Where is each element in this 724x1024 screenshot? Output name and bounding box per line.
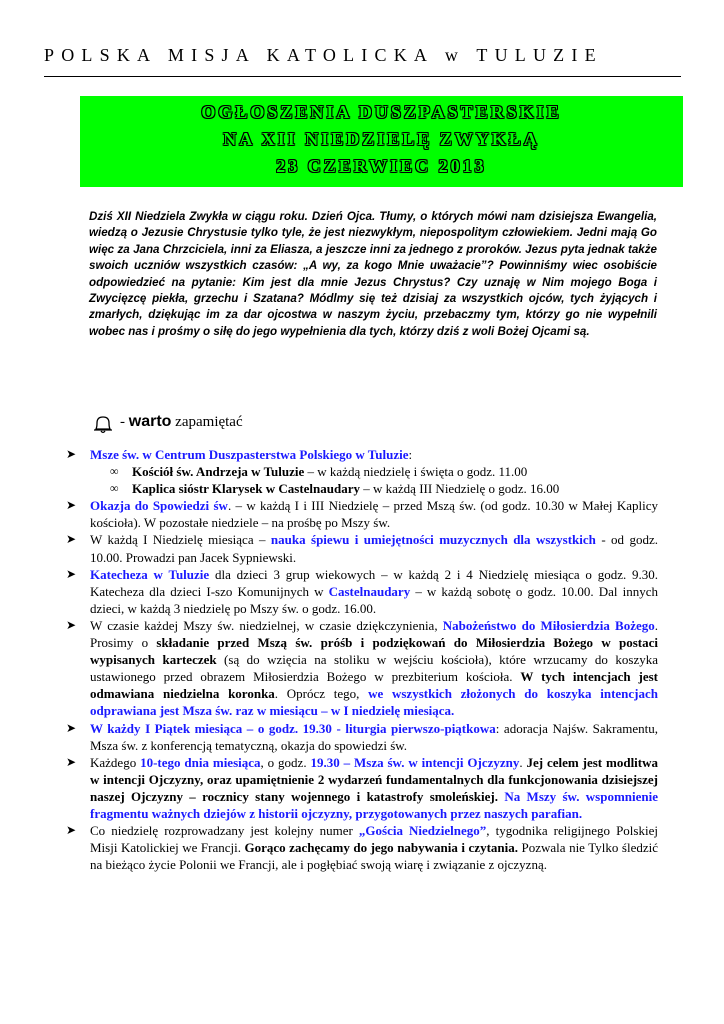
- header-divider: [44, 76, 681, 77]
- homeland-dot: .: [519, 754, 527, 770]
- mercy-heading: Nabożeństwo do Miłosierdzia Bożego: [442, 617, 655, 633]
- list-item-mercy: [66, 617, 658, 720]
- list-item-magazine: [66, 822, 658, 873]
- remember-heading: [120, 413, 243, 431]
- mercy-rosary: W tych intencjach jest odmawiana niedzielna koronka: [90, 669, 659, 702]
- toulouse-schedule: – w każdą niedzielę i święta o godz. 11.00: [304, 464, 528, 480]
- intro-paragraph: Dziś XII Niedziela Zwykła w ciągu roku. Dzień Ojca. Tłumy, o których mówi nam dzisiejsza Ewangelia, wiedzą o Jezusie Chrystusie tylko tyle, że jest niezwykłym, niepospolitym człowiekiem. Jedni mają Go więc za Jana Chrzciciela, inni za Eliasza, a jeszcze inni za jednego z proroków. Jezus pyta jednak także swoich uczniów wszystkich czasów: „A wy, za kogo Mnie uważacie”? Powinniśmy wiec osobiście odpowiedzieć na pytanie: Kim jest dla mnie Jezus Chrystus? Czy uznaję w Nim mojego Boga i Zwycięzcę piekła, grzechu i Szatana? Módlmy się też dzisiaj za wszystkich ojców, tych żyjących i zmarłych, dziękując im za dar ojcostwa w naszym życiu, przebaczmy tym, którzy go nie wypełnili wobec nas i prośmy o siłę do jego wypełnienia dla tych, którzy dziś z woli Bożej Ojcami są.: [89, 210, 657, 338]
- masses-colon: :: [408, 447, 413, 462]
- remember-rest: zapamiętać: [175, 414, 243, 430]
- header-title: POLSKA MISJA KATOLICKA w TULUZIE: [44, 45, 603, 65]
- list-item-music: [66, 531, 658, 565]
- arrow-bullet-icon: ➤: [66, 498, 77, 513]
- masses-heading: Msze św. w Centrum Duszpasterstwa Polskiego w Tuluzie: [90, 447, 409, 462]
- arrow-bullet-icon: ➤: [66, 754, 77, 769]
- banner-line-1: OGŁOSZENIA DUSZPASTERSKIE: [201, 102, 562, 122]
- sublist-item-castelnaudary: [66, 480, 658, 497]
- mercy-text-3: . Oprócz tego,: [274, 686, 369, 702]
- arrow-bullet-icon: ➤: [66, 566, 77, 581]
- mercy-text: . Prosimy o: [90, 617, 658, 651]
- homeland-intro: Każdego: [90, 754, 141, 770]
- catechesis-text-2: – w każdą sobotę o godz. 10.00. Dal innych dzieci, w każdą 3 niedzielę po Mszy św. o godz. 16.00.: [90, 583, 659, 616]
- music-heading: nauka śpiewu i umiejętności muzycznych dla wszystkich: [270, 532, 596, 548]
- list-item-first-friday: [66, 720, 658, 754]
- announcement-list: [66, 446, 658, 873]
- music-text: - od godz. 10.00. Prowadzi pan Jacek Sypniewski.: [90, 532, 658, 565]
- arrow-bullet-icon: ➤: [66, 823, 77, 838]
- catechesis-place: Castelnaudary: [328, 583, 411, 599]
- remember-big-word: warto: [128, 413, 172, 430]
- banner-line-3: 23 CZERWIEC 2013: [276, 156, 487, 176]
- homeland-text: , o godz.: [260, 754, 311, 770]
- mercy-monthly-mass: we wszystkich złożonych do koszyka intencjach odprawiana jest Msza św. raz w miesiącu – w I niedzielę miesiąca.: [90, 686, 658, 719]
- mercy-request: składanie przed Mszą św. próśb i podziękowań do Miłosierdzia Bożego w postaci wypisanych karteczek: [90, 635, 658, 668]
- mercy-text-2: (są do wzięcia na stoliku w wejściu kościoła), które wrzucamy do koszyka ustawionego przed obrazem Miłosierdzia Bożego w prezbiterium kościoła.: [90, 652, 658, 685]
- list-item-homeland-mass: [66, 754, 658, 822]
- mercy-intro: W czasie każdej Mszy św. niedzielnej, w czasie dziękczynienia,: [90, 617, 443, 633]
- banner-line-2: NA XII NIEDZIELĘ ZWYKŁĄ: [223, 129, 540, 149]
- catechesis-text: dla dzieci 3 grup wiekowych – w każdą 2 i 4 Niedzielę miesiąca o godz. 9.30. Katecheza dla dzieci I-szo Komunijnych w: [90, 566, 659, 599]
- arrow-bullet-icon: ➤: [66, 447, 77, 461]
- confession-heading: Okazja do Spowiedzi św: [90, 498, 228, 514]
- homeland-history: Na Mszy św. wspomnienie fragmentu ważnych dziejów z historii ojczyzny, przygotowanych przez naszych parafian.: [90, 788, 659, 821]
- infinity-bullet-icon: ∞: [110, 464, 119, 479]
- first-friday-heading: W każdy I Piątek miesiąca – o godz. 19.30 - liturgia pierwszo-piątkowa: [90, 720, 496, 736]
- music-intro: W każdą I Niedzielę miesiąca –: [90, 532, 271, 548]
- arrow-bullet-icon: ➤: [66, 720, 77, 735]
- sublist-item-toulouse: [66, 463, 658, 480]
- remember-dash: -: [120, 414, 125, 430]
- list-item-masses: [66, 446, 658, 463]
- magazine-intro: Co niedzielę rozprowadzany jest kolejny numer: [90, 823, 359, 839]
- castelnaudary-schedule: – w każdą III Niedzielę o godz. 16.00: [360, 481, 560, 497]
- magazine-encouragement: Gorąco zachęcamy do jego nabywania i czytania.: [244, 840, 518, 856]
- magazine-text: , tygodnika religijnego Polskiej Misji Katolickiej we Francji.: [90, 823, 658, 856]
- catechesis-heading: Katecheza w Tuluzie: [90, 566, 210, 582]
- arrow-bullet-icon: ➤: [66, 532, 77, 547]
- list-item-catechesis: [66, 566, 658, 617]
- title-banner: [80, 96, 683, 187]
- magazine-title: „Gościa Niedzielnego”: [358, 823, 487, 839]
- arrow-bullet-icon: ➤: [66, 617, 77, 632]
- magazine-text-2: Pozwala nie Tylko śledzić na bieżąco życie Polonii we Francji, ale i pogłębiać swoją wiarę i związanie z ojczyzną.: [90, 840, 658, 873]
- homeland-heading: 19.30 – Msza św. w intencji Ojczyzny: [310, 754, 520, 770]
- confession-text: . – w każdą I i III Niedzielę – przed Mszą św. (od godz. 10.30 w Małej Kaplicy kościoła). W pozostałe niedziele – na prośbę po Mszy św.: [90, 498, 658, 531]
- first-friday-text: : adoracja Najśw. Sakramentu, Msza św. z konferencją tematyczną, okazja do spowiedzi św.: [90, 720, 658, 753]
- homeland-purpose: Jej celem jest modlitwa w intencji Ojczyzny, oraz upamiętnienie 2 wydarzeń fundamentalnych dla funkcjonowania dzisiejszej naszej Ojczyzny – rocznicy stany wojennego i katastrofy smoleńskiej.: [90, 754, 659, 804]
- list-item-confession: [66, 497, 658, 531]
- bell-icon: [92, 414, 114, 436]
- infinity-bullet-icon: ∞: [110, 481, 119, 496]
- homeland-day: 10-tego dnia miesiąca: [140, 754, 261, 770]
- castelnaudary-chapel: Kaplica sióstr Klarysek w Castelnaudary: [132, 481, 360, 497]
- toulouse-church: Kościół św. Andrzeja w Tuluzie: [132, 464, 305, 480]
